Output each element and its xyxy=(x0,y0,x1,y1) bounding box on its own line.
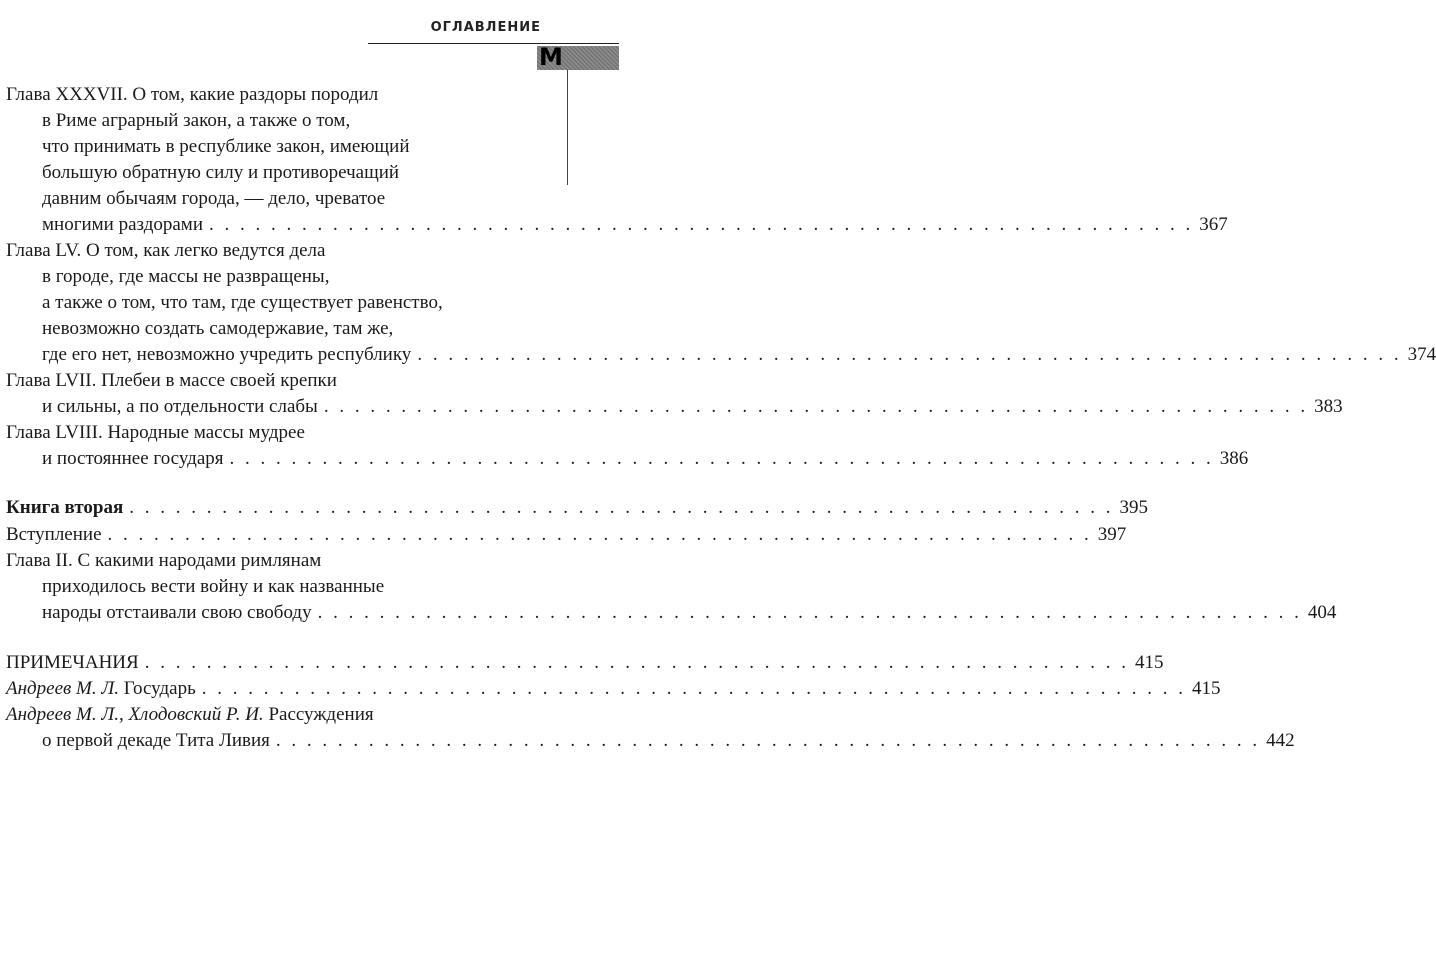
section-thumb-tab xyxy=(537,43,619,71)
page-number: 415 xyxy=(1134,652,1164,673)
essay-title: Рассуждения xyxy=(268,704,374,725)
toc-entry-text: о первой декаде Тита Ливия xyxy=(42,730,270,751)
author-names: Андреев М. Л., Хлодовский Р. И. xyxy=(6,704,264,725)
toc-entry-ch37-line1: Глава XXXVII. О том, какие раздоры породил xyxy=(6,84,379,105)
leader-dots: . . . . . . . . . . . . . . . . . . . . . . . . . . . . . . . . . . . . . . . . . . . . . . . . . . . . . . . . . . . . . . . . xyxy=(129,497,1114,518)
toc-entry-text: Книга вторая xyxy=(6,497,124,518)
toc-entry-ch57-line1: Глава LVII. Плебеи в массе своей крепки xyxy=(6,370,337,391)
toc-entry-andreev-discourses-line2 xyxy=(42,728,1295,754)
toc-entry-ch58-line2 xyxy=(42,446,1249,472)
page-number: 386 xyxy=(1219,448,1249,469)
toc-entry-text: и постояннее государя xyxy=(42,448,224,469)
toc-entry-text xyxy=(6,676,196,702)
header-rule xyxy=(368,43,619,44)
page-number: 367 xyxy=(1199,214,1228,235)
toc-entry-ch2-line2: приходилось вести войну и как названные xyxy=(42,576,385,597)
running-header: ОГЛАВЛЕНИЕ xyxy=(430,20,541,35)
page-number: 404 xyxy=(1307,602,1337,623)
page-number: 397 xyxy=(1097,524,1127,545)
toc-entry-ch37-line3: что принимать в республике закон, имеющий xyxy=(42,136,410,157)
toc-entry-text: многими раздорами xyxy=(42,214,203,235)
toc-entry-text: где его нет, невозможно учредить республику xyxy=(42,344,412,365)
page-number: 442 xyxy=(1266,730,1295,751)
toc-entry-ch55-line3: а также о том, что там, где существует равенство, xyxy=(42,292,443,313)
toc-entry-ch37-line5: давним обычаям города, — дело, чреватое xyxy=(42,188,386,209)
toc-entry-ch55-line4: невозможно создать самодержавие, там же, xyxy=(42,318,394,339)
toc-entry-ch37-line2: в Риме аграрный закон, а также о том, xyxy=(42,110,351,131)
leader-dots: . . . . . . . . . . . . . . . . . . . . . . . . . . . . . . . . . . . . . . . . . . . . . . . . . . . . . . . . . . . . . . . . xyxy=(317,602,1302,623)
section-letter: М xyxy=(539,43,563,71)
page-number: 415 xyxy=(1192,678,1221,699)
toc-entry-ch2-line1: Глава II. С какими народами римлянам xyxy=(6,550,322,571)
essay-title: Государь xyxy=(123,678,196,699)
toc-entry-ch37-line6 xyxy=(42,212,1228,238)
page-number: 395 xyxy=(1119,497,1149,518)
toc-entry-ch55-line1: Глава LV. О том, как легко ведутся дела xyxy=(6,240,326,261)
side-rule xyxy=(567,70,568,185)
toc-entry-andreev-discourses-line1 xyxy=(6,702,374,728)
toc-entry-ch57-line2 xyxy=(42,394,1343,420)
author-name: Андреев М. Л. xyxy=(6,678,119,699)
toc-entry-text: ПРИМЕЧАНИЯ xyxy=(6,652,139,673)
toc-entry-ch55-line2: в городе, где массы не развращены, xyxy=(42,266,330,287)
toc-entry-text: народы отстаивали свою свободу xyxy=(42,602,312,623)
leader-dots: . . . . . . . . . . . . . . . . . . . . . . . . . . . . . . . . . . . . . . . . . . . . . . . . . . . . . . . . . . . . . . . . xyxy=(144,652,1129,673)
toc-entry-ch37-line4: большую обратную силу и противоречащий xyxy=(42,162,400,183)
toc-entry-intro xyxy=(6,522,1127,548)
leader-dots: . . . . . . . . . . . . . . . . . . . . . . . . . . . . . . . . . . . . . . . . . . . . . . . . . . . . . . . . . . . . . . . . xyxy=(417,344,1402,365)
leader-dots: . . . . . . . . . . . . . . . . . . . . . . . . . . . . . . . . . . . . . . . . . . . . . . . . . . . . . . . . . . . . . . . . xyxy=(208,214,1194,235)
toc-entry-text: Вступление xyxy=(6,524,102,545)
toc-entry-ch2-line3 xyxy=(42,600,1337,626)
toc-entry-book2 xyxy=(6,495,1149,521)
toc-entry-ch55-line5 xyxy=(42,342,1436,368)
leader-dots: . . . . . . . . . . . . . . . . . . . . . . . . . . . . . . . . . . . . . . . . . . . . . . . . . . . . . . . . . . . . . . . . xyxy=(323,396,1309,417)
leader-dots: . . . . . . . . . . . . . . . . . . . . . . . . . . . . . . . . . . . . . . . . . . . . . . . . . . . . . . . . . . . . . . . . xyxy=(229,448,1214,469)
leader-dots: . . . . . . . . . . . . . . . . . . . . . . . . . . . . . . . . . . . . . . . . . . . . . . . . . . . . . . . . . . . . . . . . xyxy=(107,524,1092,545)
leader-dots: . . . . . . . . . . . . . . . . . . . . . . . . . . . . . . . . . . . . . . . . . . . . . . . . . . . . . . . . . . . . . . . . xyxy=(275,730,1261,751)
toc-entry-andreev-prince xyxy=(6,676,1221,702)
leader-dots: . . . . . . . . . . . . . . . . . . . . . . . . . . . . . . . . . . . . . . . . . . . . . . . . . . . . . . . . . . . . . . . . xyxy=(201,678,1186,699)
toc-entry-notes xyxy=(6,650,1164,676)
page-number: 374 xyxy=(1407,344,1436,365)
toc-entry-text: и сильны, а по отдельности слабы xyxy=(42,396,318,417)
toc-entry-ch58-line1: Глава LVIII. Народные массы мудрее xyxy=(6,422,305,443)
page-number: 383 xyxy=(1314,396,1343,417)
